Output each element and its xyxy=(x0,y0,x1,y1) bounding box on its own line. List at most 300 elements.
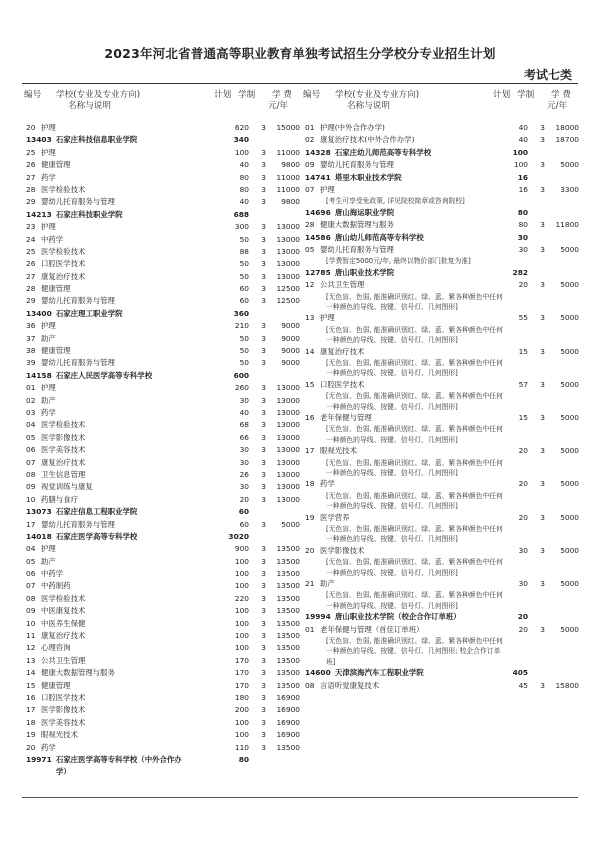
tuition-fee: 5000 xyxy=(560,280,579,290)
plan-count: 57 xyxy=(518,379,528,389)
duration-years: 3 xyxy=(261,705,266,715)
duration-years: 3 xyxy=(540,545,545,555)
plan-count: 110 xyxy=(234,742,249,752)
major-code: 02 xyxy=(26,395,36,405)
major-name: 护理 xyxy=(320,313,335,323)
major-name: 医学影像技术 xyxy=(320,545,365,555)
header-code: 编号 xyxy=(303,90,321,100)
major-code: 11 xyxy=(26,631,36,641)
major-code: 23 xyxy=(26,222,36,232)
duration-years: 3 xyxy=(261,420,266,430)
major-name: 公共卫生管理 xyxy=(41,655,86,665)
major-code: 14 xyxy=(305,346,315,356)
major-code: 08 xyxy=(26,593,36,603)
major-code: 25 xyxy=(26,246,36,256)
plan-count: 55 xyxy=(518,313,528,323)
requirement-note: [无色盲、色弱, 能准确识别红、绿、蓝、紫各种颜色中任何一种颜色的导线、按键、信号灯、几何图形; 校企合作订单班] xyxy=(326,636,503,666)
major-code: 09 xyxy=(26,482,36,492)
major-name: 健康管理 xyxy=(41,346,71,356)
major-name: 医学检验技术 xyxy=(41,593,86,603)
major-code: 18 xyxy=(26,717,36,727)
plan-count: 360 xyxy=(233,308,249,318)
plan-count: 170 xyxy=(234,655,249,665)
major-row xyxy=(24,283,299,295)
duration-years: 3 xyxy=(261,742,266,752)
plan-count: 80 xyxy=(517,207,528,217)
plan-count: 100 xyxy=(234,581,249,591)
tuition-fee: 11000 xyxy=(276,172,300,182)
tuition-fee: 13000 xyxy=(276,271,300,281)
major-code: 03 xyxy=(26,407,36,417)
school-name: 塔里木职业技术学院 xyxy=(335,172,402,182)
duration-years: 3 xyxy=(261,631,266,641)
tuition-fee: 5000 xyxy=(560,379,579,389)
plan-count: 50 xyxy=(239,358,249,368)
plan-count: 100 xyxy=(234,147,249,157)
plan-count: 20 xyxy=(518,446,528,456)
major-code: 05 xyxy=(26,432,36,442)
duration-years: 3 xyxy=(261,519,266,529)
school-name: 天津滨海汽车工程职业学院 xyxy=(335,668,424,678)
tuition-fee: 15800 xyxy=(555,680,579,690)
duration-years: 3 xyxy=(261,643,266,653)
major-code: 19 xyxy=(305,512,315,522)
major-code: 07 xyxy=(305,184,315,194)
major-code: 26 xyxy=(26,160,36,170)
tuition-fee: 13000 xyxy=(276,246,300,256)
major-row xyxy=(24,196,299,208)
plan-count: 60 xyxy=(239,284,249,294)
plan-count: 300 xyxy=(234,222,249,232)
duration-years: 3 xyxy=(261,606,266,616)
tuition-fee: 15000 xyxy=(276,123,300,132)
major-name: 婴幼儿托育服务与管理 xyxy=(41,519,115,529)
major-code: 06 xyxy=(26,569,36,579)
duration-years: 3 xyxy=(261,668,266,678)
major-name: 婴幼儿托育服务与管理 xyxy=(41,197,115,207)
plan-count: 16 xyxy=(517,172,528,182)
major-name: 助产 xyxy=(41,333,56,343)
major-row xyxy=(24,655,299,667)
plan-count: 30 xyxy=(517,232,528,242)
tuition-fee: 5000 xyxy=(560,624,579,634)
major-name: 药学 xyxy=(41,407,56,417)
major-code: 12 xyxy=(26,643,36,653)
major-code: 01 xyxy=(305,624,315,634)
school-row xyxy=(303,611,578,623)
major-row xyxy=(24,234,299,246)
duration-years: 3 xyxy=(261,618,266,628)
major-row xyxy=(24,580,299,592)
major-row xyxy=(24,407,299,419)
major-name: 康复治疗技术 xyxy=(320,346,365,356)
major-row xyxy=(303,445,578,457)
major-name: 护理 xyxy=(41,544,56,554)
duration-years: 3 xyxy=(261,296,266,306)
school-name: 石家庄幼儿师范高等专科学校 xyxy=(335,147,432,157)
duration-years: 3 xyxy=(540,578,545,588)
plan-count: 30 xyxy=(518,244,528,254)
plan-count: 80 xyxy=(239,184,249,194)
major-name: 护理 xyxy=(41,147,56,157)
tuition-fee: 9000 xyxy=(281,358,300,368)
tuition-fee: 5000 xyxy=(560,512,579,522)
plan-count: 40 xyxy=(518,123,528,132)
duration-years: 3 xyxy=(540,412,545,422)
major-code: 17 xyxy=(26,705,36,715)
major-code: 07 xyxy=(26,457,36,467)
school-name: 石家庄人民医学高等专科学校 xyxy=(56,370,153,380)
plan-count: 100 xyxy=(234,606,249,616)
tuition-fee: 13000 xyxy=(276,457,300,467)
right-header xyxy=(303,86,578,122)
major-row xyxy=(303,219,578,231)
duration-years: 3 xyxy=(261,469,266,479)
school-code: 12785 xyxy=(305,267,331,277)
major-name: 健康大数据管理与服务 xyxy=(320,220,394,230)
major-row xyxy=(303,346,578,358)
tuition-fee: 13000 xyxy=(276,494,300,504)
school-row xyxy=(303,147,578,159)
duration-years: 3 xyxy=(261,655,266,665)
major-row xyxy=(24,444,299,456)
school-row-continued xyxy=(24,766,299,778)
tuition-fee: 13000 xyxy=(276,234,300,244)
major-name: 婴幼儿托育服务与管理 xyxy=(320,244,394,254)
duration-years: 3 xyxy=(261,147,266,157)
major-name: 康复治疗技术 xyxy=(41,631,86,641)
school-name: 唐山幼儿师范高等专科学校 xyxy=(335,232,424,242)
plan-count: 20 xyxy=(518,624,528,634)
school-row xyxy=(303,172,578,184)
right-column xyxy=(303,86,578,692)
school-row xyxy=(303,207,578,219)
major-code: 24 xyxy=(26,234,36,244)
major-name: 药膳与食疗 xyxy=(41,494,78,504)
header-plan: 计划 xyxy=(214,90,232,100)
tuition-fee: 5000 xyxy=(560,346,579,356)
plan-count: 50 xyxy=(239,259,249,269)
major-row xyxy=(24,457,299,469)
tuition-fee: 11000 xyxy=(276,184,300,194)
major-code: 37 xyxy=(26,333,36,343)
tuition-fee: 13500 xyxy=(276,655,300,665)
header-school: 学校(专业及专业方向) xyxy=(56,90,141,100)
plan-count: 50 xyxy=(239,271,249,281)
plan-count: 170 xyxy=(234,668,249,678)
major-name: 健康管理 xyxy=(41,160,71,170)
major-row xyxy=(303,412,578,424)
major-name: 药学 xyxy=(41,172,56,182)
duration-years: 3 xyxy=(261,730,266,740)
major-name: 健康管理 xyxy=(41,680,71,690)
school-row xyxy=(24,370,299,382)
major-code: 29 xyxy=(26,197,36,207)
school-row xyxy=(303,267,578,279)
major-name: 医学营养 xyxy=(320,512,350,522)
duration-years: 3 xyxy=(540,379,545,389)
duration-years: 3 xyxy=(540,346,545,356)
plan-count: 100 xyxy=(234,730,249,740)
duration-years: 3 xyxy=(261,482,266,492)
tuition-fee: 9800 xyxy=(281,197,300,207)
duration-years: 3 xyxy=(261,692,266,702)
plan-count: 40 xyxy=(239,407,249,417)
tuition-fee: 13500 xyxy=(276,556,300,566)
duration-years: 3 xyxy=(540,280,545,290)
major-code: 27 xyxy=(26,271,36,281)
major-name: 老年保健与管理（首佳订单班） xyxy=(320,624,424,634)
duration-years: 3 xyxy=(261,321,266,331)
tuition-fee: 9000 xyxy=(281,346,300,356)
header-name: 名称与说明 xyxy=(68,101,111,111)
plan-count: 170 xyxy=(234,680,249,690)
plan-count: 260 xyxy=(234,383,249,393)
right-list xyxy=(303,122,578,692)
duration-years: 3 xyxy=(540,624,545,634)
tuition-fee: 13000 xyxy=(276,432,300,442)
header-fee: 学 费 xyxy=(272,90,292,100)
major-row xyxy=(24,382,299,394)
tuition-fee: 13500 xyxy=(276,593,300,603)
duration-years: 3 xyxy=(261,346,266,356)
major-code: 14 xyxy=(26,668,36,678)
major-row xyxy=(24,494,299,506)
tuition-fee: 5000 xyxy=(560,545,579,555)
major-name: 护理 xyxy=(41,222,56,232)
major-name: 护理(中外合作办学) xyxy=(320,123,385,132)
major-row xyxy=(24,618,299,630)
major-name: 医学美容技术 xyxy=(41,445,86,455)
plan-count: 282 xyxy=(512,267,528,277)
tuition-fee: 5000 xyxy=(560,446,579,456)
duration-years: 3 xyxy=(261,556,266,566)
duration-years: 3 xyxy=(261,717,266,727)
school-name: 石家庄医学高等专科学校 xyxy=(56,531,138,541)
duration-years: 3 xyxy=(261,581,266,591)
major-name: 护理 xyxy=(320,184,335,194)
tuition-fee: 9800 xyxy=(281,160,300,170)
school-name: 唐山职业技术学院 xyxy=(335,267,395,277)
plan-count: 80 xyxy=(238,754,249,764)
major-name: 康复治疗技术 xyxy=(41,271,86,281)
major-row xyxy=(24,184,299,196)
school-name: 唐山职业技术学院（校企合作订单班） xyxy=(335,612,461,622)
tuition-fee: 5000 xyxy=(560,313,579,323)
tuition-fee: 16900 xyxy=(276,730,300,740)
duration-years: 3 xyxy=(261,123,266,132)
tuition-fee: 16900 xyxy=(276,692,300,702)
tuition-fee: 5000 xyxy=(560,244,579,254)
tuition-fee: 13500 xyxy=(276,544,300,554)
requirement-note: [无色盲、色弱, 能准确识别红、绿、蓝、紫各种颜色中任何一种颜色的导线、按键、信号灯、几何图形] xyxy=(326,325,503,345)
major-code: 15 xyxy=(305,379,315,389)
tuition-fee: 5000 xyxy=(560,160,579,170)
major-code: 20 xyxy=(26,123,36,132)
tuition-fee: 13500 xyxy=(276,643,300,653)
left-header xyxy=(24,86,299,122)
major-name: 康复治疗技术 xyxy=(41,457,86,467)
tuition-fee: 13000 xyxy=(276,222,300,232)
duration-years: 3 xyxy=(540,135,545,145)
plan-count: 600 xyxy=(233,370,249,380)
tuition-fee: 5000 xyxy=(281,519,300,529)
tuition-fee: 18700 xyxy=(555,135,579,145)
school-row xyxy=(24,308,299,320)
plan-count: 30 xyxy=(518,545,528,555)
major-row xyxy=(24,704,299,716)
plan-count: 900 xyxy=(234,544,249,554)
major-row xyxy=(24,630,299,642)
duration-years: 3 xyxy=(261,172,266,182)
major-code: 26 xyxy=(26,259,36,269)
duration-years: 3 xyxy=(540,220,545,230)
major-row xyxy=(24,543,299,555)
plan-count: 66 xyxy=(239,432,249,442)
school-name: 石家庄信息工程职业学院 xyxy=(56,507,138,517)
major-code: 10 xyxy=(26,618,36,628)
major-row xyxy=(24,432,299,444)
header-name: 名称与说明 xyxy=(347,101,390,111)
major-row xyxy=(24,419,299,431)
major-row xyxy=(303,159,578,171)
tuition-fee: 13500 xyxy=(276,606,300,616)
major-name: 公共卫生管理 xyxy=(320,280,365,290)
major-code: 28 xyxy=(305,220,315,230)
school-code: 13073 xyxy=(26,507,52,517)
major-row xyxy=(24,481,299,493)
plan-count: 60 xyxy=(239,519,249,529)
school-row xyxy=(24,134,299,146)
tuition-fee: 5000 xyxy=(560,412,579,422)
tuition-fee: 13500 xyxy=(276,631,300,641)
tuition-fee: 13000 xyxy=(276,420,300,430)
duration-years: 3 xyxy=(261,383,266,393)
major-name: 心理咨询 xyxy=(41,643,71,653)
major-code: 12 xyxy=(305,280,315,290)
major-code: 19 xyxy=(26,730,36,740)
tuition-fee: 13500 xyxy=(276,742,300,752)
duration-years: 3 xyxy=(261,222,266,232)
major-code: 39 xyxy=(26,358,36,368)
major-code: 04 xyxy=(26,420,36,430)
plan-count: 50 xyxy=(239,234,249,244)
plan-count: 50 xyxy=(239,346,249,356)
plan-count: 100 xyxy=(513,160,528,170)
major-code: 01 xyxy=(305,123,315,132)
duration-years: 3 xyxy=(261,246,266,256)
plan-count: 100 xyxy=(234,618,249,628)
tuition-fee: 3300 xyxy=(560,184,579,194)
major-row xyxy=(24,593,299,605)
major-code: 02 xyxy=(305,135,315,145)
plan-count: 30 xyxy=(239,445,249,455)
major-name: 眼视光技术 xyxy=(320,446,357,456)
major-code: 15 xyxy=(26,680,36,690)
plan-count: 20 xyxy=(518,512,528,522)
tuition-fee: 13000 xyxy=(276,407,300,417)
plan-count: 40 xyxy=(518,135,528,145)
tuition-fee: 9000 xyxy=(281,321,300,331)
tuition-fee: 13000 xyxy=(276,445,300,455)
major-code: 16 xyxy=(26,692,36,702)
major-row xyxy=(24,667,299,679)
plan-count: 100 xyxy=(512,147,528,157)
duration-years: 3 xyxy=(261,569,266,579)
major-code: 13 xyxy=(305,313,315,323)
requirement-note: [无色盲、色弱, 能准确识别红、绿、蓝、紫各种颜色中任何一种颜色的导线、按键、信号灯、几何图形] xyxy=(326,358,503,378)
major-row xyxy=(24,395,299,407)
major-code: 27 xyxy=(26,172,36,182)
plan-count: 220 xyxy=(234,593,249,603)
major-name: 助产 xyxy=(320,578,335,588)
plan-count: 50 xyxy=(239,333,249,343)
tuition-fee: 5000 xyxy=(560,479,579,489)
major-code: 07 xyxy=(26,581,36,591)
plan-count: 68 xyxy=(239,420,249,430)
top-rule xyxy=(22,83,578,84)
major-code: 13 xyxy=(26,655,36,665)
major-row xyxy=(24,246,299,258)
major-row xyxy=(24,605,299,617)
tuition-fee: 13500 xyxy=(276,680,300,690)
plan-count: 16 xyxy=(518,184,528,194)
school-name: 石家庄科技信息职业学院 xyxy=(56,135,138,145)
duration-years: 3 xyxy=(261,680,266,690)
major-name: 中医养生保健 xyxy=(41,618,86,628)
header-fee-unit: 元/年 xyxy=(268,101,289,111)
header-school: 学校(专业及专业方向) xyxy=(335,90,420,100)
major-code: 10 xyxy=(26,494,36,504)
major-row xyxy=(303,122,578,134)
major-code: 16 xyxy=(305,412,315,422)
plan-count: 100 xyxy=(234,569,249,579)
left-column xyxy=(24,86,299,779)
tuition-fee: 13000 xyxy=(276,469,300,479)
major-row xyxy=(24,345,299,357)
major-code: 17 xyxy=(305,446,315,456)
school-code: 14741 xyxy=(305,172,331,182)
major-name: 口腔医学技术 xyxy=(41,692,86,702)
tuition-fee: 13000 xyxy=(276,383,300,393)
major-name: 护理 xyxy=(41,383,56,393)
tuition-fee: 12500 xyxy=(276,296,300,306)
major-name: 药学 xyxy=(41,742,56,752)
major-row xyxy=(24,147,299,159)
major-row xyxy=(303,312,578,324)
duration-years: 3 xyxy=(540,184,545,194)
major-row xyxy=(303,184,578,196)
requirement-note: [无色盲、色弱, 能准确识别红、绿、蓝、紫各种颜色中任何一种颜色的导线、按键、信号灯、几何图形] xyxy=(326,591,503,610)
major-row xyxy=(303,680,578,692)
duration-years: 3 xyxy=(261,333,266,343)
major-name: 中药学 xyxy=(41,569,64,579)
plan-count: 30 xyxy=(239,395,249,405)
major-row xyxy=(24,469,299,481)
tuition-fee: 13500 xyxy=(276,569,300,579)
major-row xyxy=(24,729,299,741)
school-name: 石家庄科技职业学院 xyxy=(56,209,123,219)
plan-count: 20 xyxy=(239,494,249,504)
duration-years: 3 xyxy=(540,680,545,690)
plan-count: 30 xyxy=(239,457,249,467)
school-code: 13403 xyxy=(26,135,52,145)
duration-years: 3 xyxy=(261,494,266,504)
duration-years: 3 xyxy=(261,395,266,405)
major-name: 老年保健与管理 xyxy=(320,412,372,422)
plan-count: 210 xyxy=(234,321,249,331)
major-name: 口腔医学技术 xyxy=(41,259,86,269)
